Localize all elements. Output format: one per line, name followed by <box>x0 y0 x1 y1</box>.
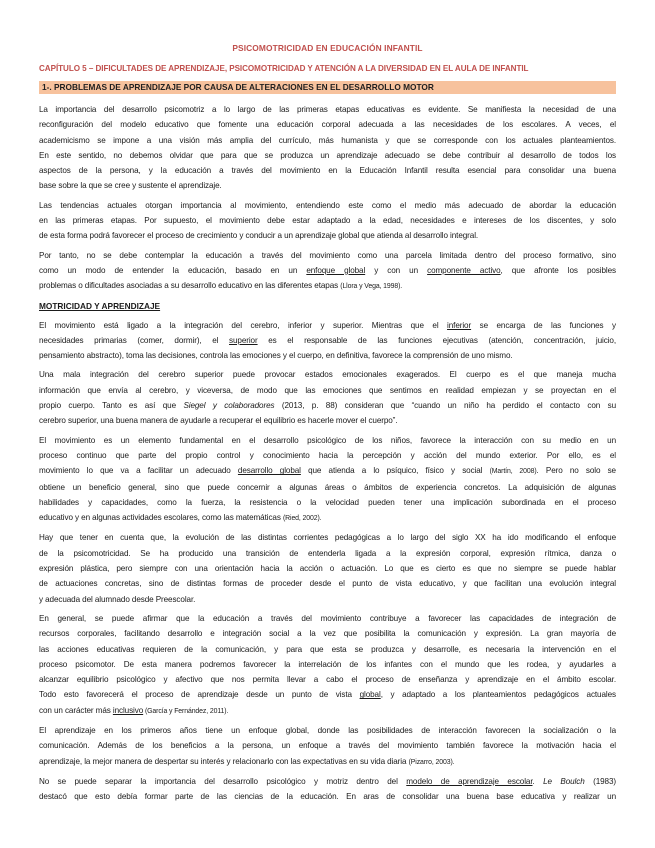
text-line: Una mala integración del cerebro superior puede provocar estados emocionales exagerados. El cuerpo es el que maneja mucha <box>39 370 616 380</box>
paragraph-1 <box>39 102 616 194</box>
text-run: No se puede separar la importancia del desarrollo psicológico y motriz dentro del <box>39 776 407 786</box>
text-run: aprendizaje, la mejor manera de despertar su interés y relacionarlo con las expectativas en su vida diaria <box>39 756 409 766</box>
citation: (García y Fernández, 2011). <box>143 707 229 715</box>
underlined-term: componente activo <box>427 265 501 275</box>
italic-author: Le Boulch <box>543 776 585 786</box>
text-run: problemas o dificultades asociadas a su desarrollo educativo en las diferentes etapas <box>39 281 341 291</box>
text-line: cerebro superior, una buena manera de ayudarle a recuperar el equilibrio es hacerle mover el cuerpo”. <box>39 416 398 426</box>
citation: (Martín, 2008) <box>489 468 537 476</box>
text-line: de esta forma podrá favorecer el proceso de crecimiento y conducir a un aprendizaje global que atienda al desarrollo integral. <box>39 231 479 241</box>
text-line: habilidades y capacidades, como la fuerza, la resistencia o la velocidad pueden tener una implicación subordinada en el proceso <box>39 497 616 507</box>
text-line: En general, se puede afirmar que la educación a través del movimiento contribuye a favorecer las capacidades de integración de <box>39 613 616 623</box>
text-line: en las primeras etapas. Por supuesto, el movimiento debe estar adaptado a la edad, necesidades e intereses de los discentes, y solo <box>39 216 616 226</box>
text-line <box>39 774 616 789</box>
text-line <box>39 463 616 479</box>
italic-author: Siegel y colaboradores <box>183 401 275 411</box>
paragraph-3 <box>39 248 616 295</box>
text-run: que atienda a lo psíquico, físico y social <box>300 466 490 476</box>
paragraph-4 <box>39 318 616 364</box>
citation: (Llora y Vega, 1998). <box>340 283 403 291</box>
underlined-term: inferior <box>447 320 472 330</box>
text-line: base sobre la que se cree y sustente el aprendizaje. <box>39 181 222 191</box>
underlined-term: inclusivo <box>112 705 144 715</box>
paragraph-8 <box>39 611 616 719</box>
text-run: El movimiento está ligado a la integración del cerebro, inferior y superior. Mientras que el <box>39 320 448 330</box>
text-line: La importancia del desarrollo psicomotriz a lo largo de las primeras etapas educativas es evidente. Se manifiesta la necesidad de una <box>39 105 616 114</box>
text-line <box>39 703 616 719</box>
underlined-term: modelo de aprendizaje escolar <box>406 776 533 786</box>
text-line: academicismo se impone a una visión más amplia del currículo, más humanista y que se corresponde con los actuales planteamientos. <box>39 135 616 145</box>
underlined-term: global <box>359 690 381 700</box>
paragraph-10 <box>39 774 616 805</box>
text-line: El aprendizaje en los primeros años tiene un enfoque global, donde las posibilidades de interacción favorecen la socialización o la <box>39 725 616 735</box>
text-line: proceso continuo que parte del propio control y conocimiento hacia la percepción y acción del mundo exterior. Por ello, es el <box>39 450 616 460</box>
text-line <box>39 398 616 413</box>
subheading: MOTRICIDAD Y APRENDIZAJE <box>39 300 161 311</box>
underlined-term: desarrollo global <box>237 466 301 476</box>
citation: (Ried, 2002). <box>282 515 322 523</box>
paragraph-7 <box>39 530 616 606</box>
text-run: Todo esto favorecerá el proceso de aprendizaje desde un punto de vista <box>39 690 360 700</box>
text-run: (1983) <box>584 776 616 786</box>
text-run: , que afronte los posibles <box>500 265 616 275</box>
text-line: de la psicomotricidad. Se ha producido una transición de entenderla ligada a la expresión corporal, expresión rítmica, danza o <box>39 548 616 558</box>
text-line: Las tendencias actuales otorgan importancia al movimiento, entendiendo este como el medio más adecuado de abordar la educación <box>39 200 616 210</box>
text-line: destacó que esto debía formar parte de las ciencias de la educación. En aras de consolidar una buena base educativa y realizar un <box>39 792 616 802</box>
text-run: se encarga de las funciones y <box>471 320 616 330</box>
text-line <box>39 687 616 702</box>
text-run: como un modo de entender la educación, basado en un <box>39 265 307 275</box>
text-line: comunicación. Además de los beneficios a la persona, un enfoque a través del movimiento también favorece la motivación hacia el <box>39 741 616 751</box>
text-line <box>39 754 616 770</box>
paragraph-2 <box>39 198 616 244</box>
text-run: educativo y en algunas actividades escolares, como las matemáticas <box>39 513 283 523</box>
text-line <box>39 510 616 526</box>
text-line: alcanzar equilibrio psicológico y afectivo que nos permita llevar a cabo el proceso de enseñanza y aprendizaje en el ámbito escolar. <box>39 675 616 685</box>
text-line <box>39 278 616 294</box>
text-line: las acciones educativas requieren de la comunicación, y para que esta se produzca y desarrolle, es necesaria la intervención en el <box>39 644 616 654</box>
paragraph-9 <box>39 723 616 770</box>
text-line: aspectos de la persona, y la educación a través del movimiento en la Educación Infantil resulta esencial para consolidar una buena <box>39 166 616 176</box>
underlined-term: superior <box>229 335 258 345</box>
text-run: . Pero no solo se <box>536 466 616 476</box>
text-line: En este sentido, no debemos olvidar que para que se produzca un aprendizaje adecuado se debe contribuir al desarrollo de todos los <box>39 150 616 160</box>
text-run: , y adaptado a los planteamientos pedagógicos actuales <box>380 690 616 700</box>
text-line: reconfiguración del modelo educativo que fomente una educación corporal adecuada a las necesidades de los escolares. A veces, el <box>39 120 616 130</box>
text-line: El movimiento es un elemento fundamental en el desarrollo psicológico de los niños, favorece la interacción con su medio en un <box>39 435 616 445</box>
text-line: expresión plástica, pero siempre con una orientación hacia la acción o actuación. Lo que es cierto es que no siempre se puede hablar <box>39 564 616 574</box>
text-run: propio cuerpo. Tanto es así que <box>39 401 184 411</box>
citation: (Pizarro, 2003). <box>408 758 455 766</box>
paragraph-5 <box>39 367 616 428</box>
text-line: información que envía al cerebro, y viceversa, de modo que las emociones que sentimos en realidad empiezan y se proyectan en el <box>39 385 616 395</box>
text-line <box>39 318 616 333</box>
text-line: Hay que tener en cuenta que, la evolución de las distintas corrientes pedagógicas a lo largo del siglo XX ha ido modificando el enfoque <box>39 533 616 543</box>
text-run: y con un <box>365 265 428 275</box>
text-line: obtiene un beneficio general, sino que puede concernir a algunas áreas o ámbitos de experiencia concretos. La adquisición de algunas <box>39 482 616 492</box>
text-run: . <box>532 776 544 786</box>
text-run: es el responsable de las funciones ejecutivas (atención, concentración, juicio, <box>257 335 616 345</box>
text-line: proceso psicomotor. De esta manera podremos favorecer la interrelación de los infantes con el mundo que les rodea, y ayudarles a <box>39 659 616 669</box>
section-heading: 1-. PROBLEMAS DE APRENDIZAJE POR CAUSA DE ALTERACIONES EN EL DESARROLLO MOTOR <box>39 81 616 94</box>
text-run: (2013, p. 88) consideran que “cuando un niño ha perdido el contacto con su <box>274 401 616 411</box>
underlined-term: enfoque global <box>306 265 366 275</box>
chapter-heading: CAPÍTULO 5 – DIFICULTADES DE APRENDIZAJE, PSICOMOTRICIDAD Y ATENCIÓN A LA DIVERSIDAD EN EL AULA DE INFANTIL <box>39 64 529 73</box>
text-line <box>39 263 616 278</box>
document-title: PSICOMOTRICIDAD EN EDUCACIÓN INFANTIL <box>232 43 423 53</box>
text-line: y adecuada del alumnado desde Preescolar. <box>39 594 196 604</box>
text-line: de actuaciones concretas, sino de distintas formas de proceder desde el punto de vista educativo, y que facilitan una evolución integral <box>39 579 616 589</box>
text-line: pensamiento abstracto), toma las decisiones, controla las emociones y el cuerpo, en definitiva, favorece la comprensión de uno mismo. <box>39 351 513 361</box>
paragraph-6 <box>39 433 616 527</box>
text-run: con un carácter más <box>39 705 113 715</box>
text-line <box>39 333 616 348</box>
text-line: Por tanto, no se debe contemplar la educación a través del movimiento como una parcela limitada dentro del proceso formativo, sino <box>39 250 616 260</box>
text-run: necesidades primarias (comer, dormir), el <box>39 335 230 345</box>
text-run: movimiento lo que va a facilitar un adecuado <box>39 466 238 476</box>
text-line: recursos corporales, facilitando desarrollo e integración social a la vez que posibilita la comunicación y expresión. La gran mayoría de <box>39 629 616 639</box>
